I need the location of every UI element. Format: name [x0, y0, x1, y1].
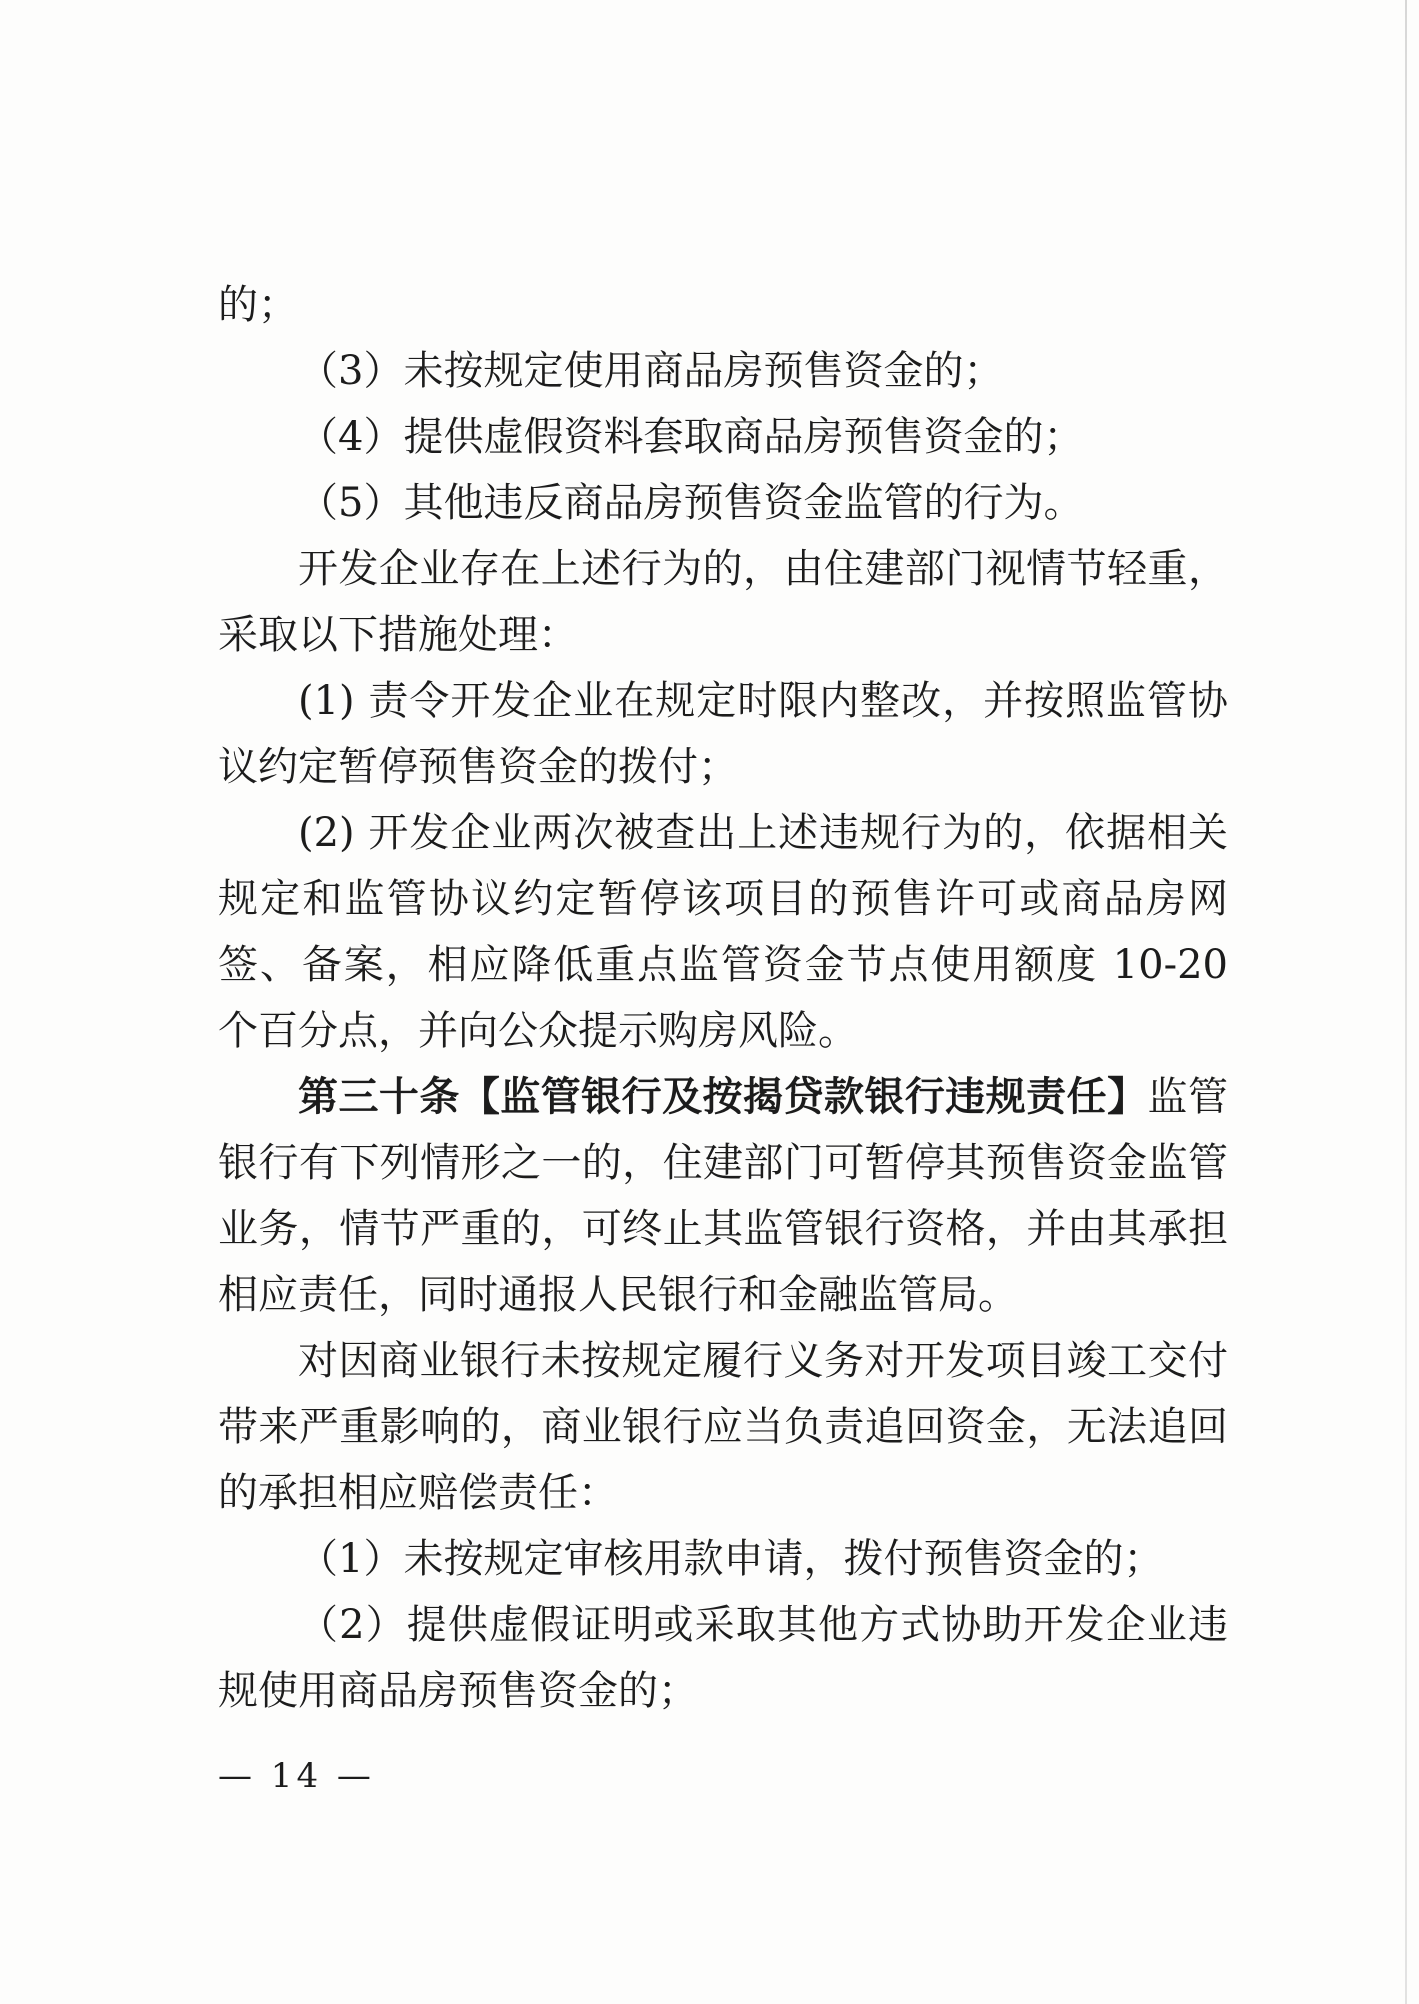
scan-edge	[1405, 0, 1407, 2004]
bank-item-2: （2）提供虚假证明或采取其他方式协助开发企业违规使用商品房预售资金的；	[218, 1602, 1228, 1714]
list-item-3: （3）未按规定使用商品房预售资金的；	[298, 348, 1004, 394]
list-item-5: （5）其他违反商品房预售资金监管的行为。	[298, 480, 1084, 526]
paragraph-continuation: 的；	[218, 282, 298, 328]
bank-item-1: （1）未按规定审核用款申请，拨付预售资金的；	[298, 1536, 1164, 1582]
article-30	[218, 1064, 1228, 1328]
measure-item-1: (1) 责令开发企业在规定时限内整改，并按照监管协议约定暂停预售资金的拨付；	[218, 678, 1228, 790]
paragraph-measures: 开发企业存在上述行为的，由住建部门视情节轻重，采取以下措施处理：	[218, 546, 1228, 658]
page-number: — 14 —	[218, 1756, 375, 1796]
article-30-heading: 第三十条【监管银行及按揭贷款银行违规责任】	[298, 1074, 1148, 1120]
measure-item-2: (2) 开发企业两次被查出上述违规行为的，依据相关规定和监管协议约定暂停该项目的预售许可或商品房网签、备案，相应降低重点监管资金节点使用额度 10-20 个百分点，并向公众提示购房风险。	[218, 810, 1228, 1054]
list-item-4: （4）提供虚假资料套取商品房预售资金的；	[298, 414, 1084, 460]
document-body	[218, 272, 1228, 1724]
paragraph-bank-liability: 对因商业银行未按规定履行义务对开发项目竣工交付带来严重影响的，商业银行应当负责追回资金，无法追回的承担相应赔偿责任：	[218, 1338, 1228, 1516]
article-30-body: 监管银行有下列情形之一的，住建部门可暂停其预售资金监管业务，情节严重的，可终止其监管银行资格，并由其承担相应责任，同时通报人民银行和金融监管局。	[218, 1074, 1229, 1318]
